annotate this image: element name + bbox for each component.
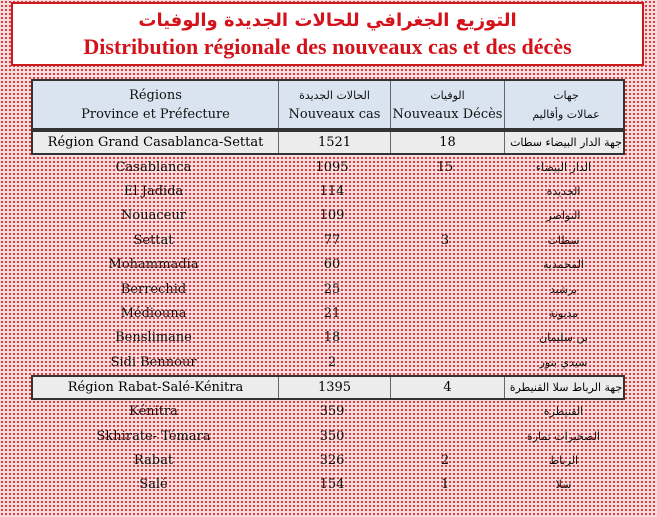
table-row (31, 473, 625, 497)
table-row (31, 350, 625, 374)
title-french: Distribution régionale des nouveaux cas et des décès (83, 34, 572, 59)
province-deaths (388, 400, 502, 424)
province-cases: 60 (323, 257, 341, 273)
region-deaths: 4 (390, 377, 504, 398)
header-new-cases: الحالات الجديدة Nouveaux cas (278, 81, 390, 128)
province-deaths (388, 350, 502, 374)
province-name-ar: الجديدة (546, 185, 581, 199)
province-deaths (388, 179, 502, 203)
region-name: Région Rabat-Salé-Kénitra (67, 379, 244, 395)
province-name-ar: برشيد (549, 282, 578, 296)
province-deaths: 2 (440, 452, 450, 468)
province-cases: 1095 (315, 159, 349, 175)
region-cases: 1395 (278, 377, 390, 398)
province-deaths (388, 301, 502, 325)
region-name-ar: جهة الدار البيضاء سطات (504, 132, 627, 153)
province-deaths (388, 326, 502, 350)
province-cases: 25 (323, 281, 341, 297)
province-name: Casablanca (115, 159, 192, 175)
cases-table (31, 79, 625, 497)
province-cases: 350 (319, 428, 345, 444)
header-regions: Régions Province et Préfecture (81, 87, 230, 122)
province-name: Salé (139, 477, 168, 493)
province-cases: 114 (319, 184, 345, 200)
region-name-ar: جهة الرباط سلا القنيطرة (504, 377, 627, 398)
province-name-ar: مديونة (548, 307, 579, 321)
province-name: Médiouna (120, 306, 187, 322)
province-cases: 359 (319, 404, 345, 420)
province-name-ar: الصخيرات تمارة (526, 429, 601, 443)
province-name-ar: النواصر (546, 209, 581, 223)
province-deaths (388, 253, 502, 277)
province-deaths: 1 (440, 477, 450, 493)
region-row (31, 130, 625, 155)
province-deaths: 3 (440, 232, 450, 248)
province-name-ar: سيدي بنور (539, 355, 588, 369)
table-row (31, 448, 625, 472)
province-name-ar: المحمدية (543, 258, 584, 272)
province-cases: 326 (319, 452, 345, 468)
province-cases: 154 (319, 477, 345, 493)
province-name: Sidi Bennour (110, 354, 197, 370)
province-name: Mohammadia (108, 257, 199, 273)
region-row (31, 375, 625, 400)
title-box (11, 2, 644, 66)
table-row (31, 179, 625, 203)
province-name-ar: الرباط (548, 453, 579, 467)
province-name-ar: الدار البيضاء (535, 160, 592, 174)
table-row (31, 277, 625, 301)
table-body (31, 130, 625, 497)
region-name: Région Grand Casablanca-Settat (47, 135, 264, 150)
province-name: Benslimane (115, 330, 192, 346)
province-name-ar: سلا (555, 478, 572, 492)
province-cases: 77 (323, 232, 341, 248)
table-row (31, 424, 625, 448)
province-name-ar: سطات (547, 233, 580, 247)
province-name: Skhirate- Témara (96, 428, 211, 444)
province-deaths (388, 277, 502, 301)
province-cases: 21 (323, 306, 341, 322)
province-deaths: 15 (436, 159, 454, 175)
table-row (31, 253, 625, 277)
province-deaths (388, 424, 502, 448)
title-arabic: التوزيع الجغرافي للحالات الجديدة والوفيات (138, 10, 517, 31)
province-name: Berrechid (120, 281, 187, 297)
province-name: El Jadida (123, 184, 184, 200)
province-name: Nouaceur (121, 208, 186, 224)
province-name: Kénitra (129, 404, 178, 420)
province-name: Rabat (133, 452, 174, 468)
province-name-ar: القنيطرة (543, 405, 584, 419)
province-deaths (388, 204, 502, 228)
province-cases: 2 (327, 354, 337, 370)
region-cases: 1521 (278, 132, 390, 153)
table-row (31, 204, 625, 228)
region-deaths: 18 (390, 132, 504, 153)
table-row (31, 326, 625, 350)
province-cases: 109 (319, 208, 345, 224)
table-row (31, 155, 625, 179)
province-cases: 18 (323, 330, 341, 346)
province-name: Settat (133, 232, 174, 248)
table-header (31, 79, 625, 130)
header-regions-ar: جهات عمالات وأقاليم (504, 81, 627, 128)
province-name-ar: بن سليمان (539, 331, 588, 345)
table-row (31, 400, 625, 424)
header-deaths: الوفيات Nouveaux Décès (390, 81, 504, 128)
table-row (31, 228, 625, 252)
table-row (31, 301, 625, 325)
